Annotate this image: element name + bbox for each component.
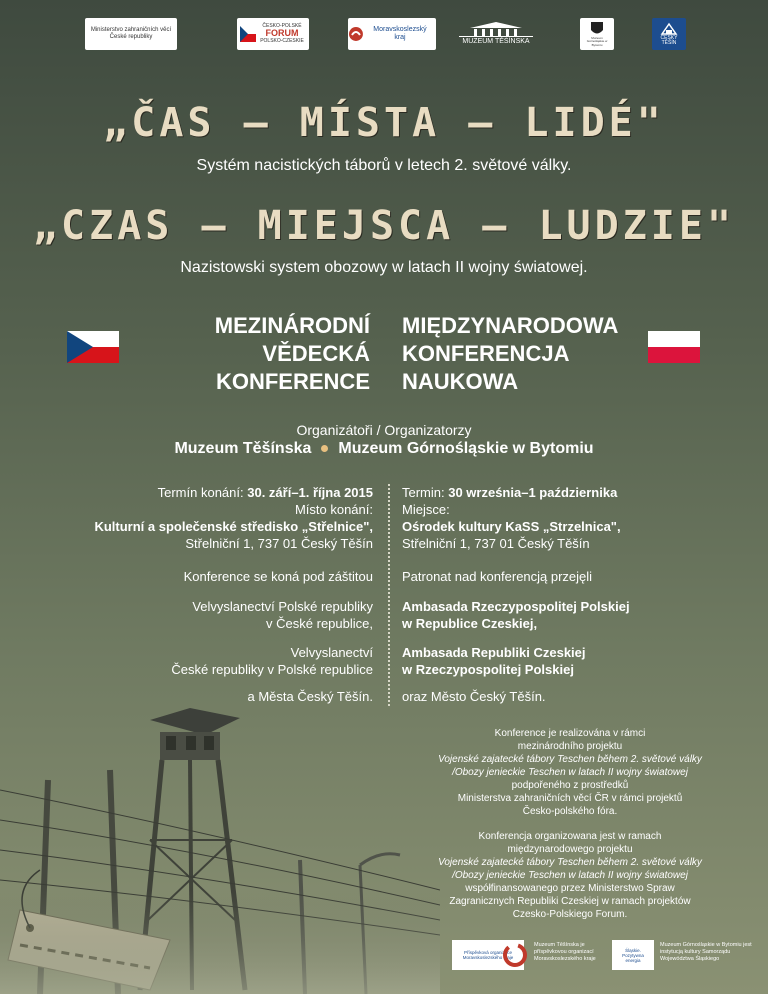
conference-heading-czech: MEZINÁRODNÍ VĚDECKÁ KONFERENCE xyxy=(214,313,370,394)
czech-flag-icon xyxy=(67,331,119,363)
column-divider xyxy=(388,484,390,706)
conference-heading-polish: MIĘDZYNARODOWA KONFERENCJA NAUKOWA xyxy=(402,313,619,394)
patronage-czech: Konference se koná pod záštitou xyxy=(183,569,373,584)
embassy-2-polish: Ambasada Republiki Czeskiej w Rzeczypospolitej Polskiej xyxy=(402,645,586,677)
embassy-1-czech: Velvyslanectví Polské republiky v České republice, xyxy=(192,599,373,631)
project-description-polish: Konferencja organizowana jest w ramach międzynarodowego projektu Vojenské zajatecké tábory Teschen během 2. světové války /Obozy jenieckie Teschen w latach II wojny światowej współfinansowanego przez Ministerstwo Spraw Zagranicznych Republiki Czeskiej w ramach projektów Czesko-Polskiego Forum. xyxy=(438,831,702,920)
watchtower-illustration xyxy=(0,690,440,994)
cz-pl-flag-icon xyxy=(240,26,256,42)
city-czech: a Města Český Těšín. xyxy=(247,689,373,704)
title-czech: „ČAS – MÍSTA – LIDÉ" xyxy=(103,100,665,146)
city-polish: oraz Město Český Těšín. xyxy=(402,689,546,704)
mgb-logo: Muzeum Górnośląskie w Bytomiu xyxy=(580,18,614,50)
msk-logo: Moravskoslezský kraj xyxy=(348,18,436,50)
cesky-tesin-logo: ČESKÝ TĚŠÍN xyxy=(652,18,686,50)
polish-flag-icon xyxy=(648,331,700,363)
footer-text-muzeum-tesinska: Muzeum Těšínska je příspěvkovou organizací Moravskoslezského kraje xyxy=(534,942,596,962)
subtitle-czech: Systém nacistických táborů v letech 2. světové války. xyxy=(196,157,572,174)
partner-logos xyxy=(80,18,700,56)
embassy-1-polish: Ambasada Rzeczypospolitej Polskiej w Republice Czeskiej, xyxy=(402,599,630,631)
subtitle-polish: Nazistowski system obozowy w latach II wojny światowej. xyxy=(180,259,588,276)
bullet-dot-icon xyxy=(321,445,328,452)
venue-polish: Termin: 30 września–1 października Miejsce: Ośrodek kultury KaSS „Strzelnica", Střelniční 1, 737 01 Český Těšín xyxy=(402,485,621,551)
muzeum-building-icon xyxy=(466,22,526,36)
msk-ring-icon xyxy=(502,942,528,968)
mzv-logo: Ministerstvo zahraničních věcí České republiky xyxy=(85,18,177,50)
forum-logo: ČESKO-POLSKÉ FORUM POLSKO-CZESKIE xyxy=(237,18,309,50)
muzeum-tesinska-logo: MUZEUM TĚŠÍNSKA xyxy=(456,18,536,50)
organizers-names: Muzeum Těšínska Muzeum Górnośląskie w Bytomiu xyxy=(174,440,594,457)
prispevkova-organizace-logo: Příspěvková organizace Moravskoslezského kraje xyxy=(452,940,524,970)
tesin-crest-icon xyxy=(660,22,678,36)
venue-czech: Termín konání: 30. září–1. října 2015 Místo konání: Kulturní a společenské středisko „Střelnice", Střelniční 1, 737 01 Český Těšín xyxy=(94,485,373,551)
slaskie-logo: Śląskie. Pozytywna energia xyxy=(612,940,654,970)
project-description-czech: Konference je realizována v rámci mezinárodního projektu Vojenské zajatecké tábory Teschen během 2. světové války /Obozy jenieckie Teschen w latach II wojny światowej podpořeného z prostředků Ministerstva zahraničních věcí ČR v rámci projektů Česko-polského fóra. xyxy=(438,728,702,817)
mgb-emblem-icon xyxy=(590,21,604,37)
embassy-2-czech: Velvyslanectví České republiky v Polské republice xyxy=(171,645,373,677)
organizers-label: Organizátoři / Organizatorzy xyxy=(296,422,472,438)
title-polish: „CZAS – MIEJSCA – LUDZIE" xyxy=(32,203,736,249)
msk-emblem-icon xyxy=(348,26,364,42)
patronage-polish: Patronat nad konferencją przejęli xyxy=(402,569,593,584)
footer-text-mgb: Muzeum Górnośląskie w Bytomiu jest instytucją kultury Samorządu Województwa Śląskiego xyxy=(660,942,752,962)
footer-logos xyxy=(452,938,752,978)
